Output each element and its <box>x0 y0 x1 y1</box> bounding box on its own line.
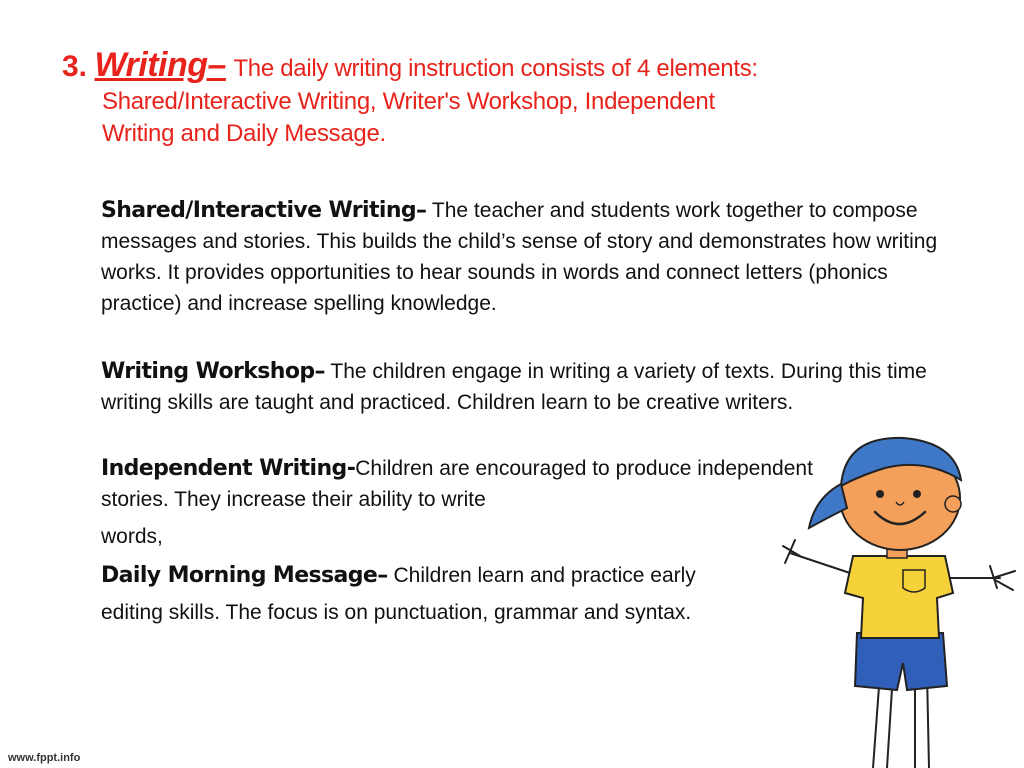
shirt <box>845 556 953 638</box>
daily-message-text-end: editing skills. The focus is on punctuation, grammar and syntax. <box>101 601 692 624</box>
heading-line-2: Shared/Interactive Writing, Writer's Workshop, Independent <box>102 88 715 115</box>
shared-writing-text: The teacher and students work together to compose messages and stories. This builds the child’s sense of story and demonstrates how writing works. It provides opportunities to hear sounds in words and connect letters (phonics practice) and increase spelling knowledge. <box>101 199 938 315</box>
shared-writing-term: Shared/Interactive Writing– <box>101 198 427 223</box>
shorts <box>855 633 947 690</box>
heading-line-3: Writing and Daily Message. <box>102 120 386 147</box>
daily-message-text: Children learn and practice early <box>387 564 696 587</box>
daily-message-paragraph <box>101 560 836 628</box>
independent-writing-text-end: words, <box>101 525 163 548</box>
independent-writing-term: Independent Writing- <box>101 456 356 481</box>
shared-writing-paragraph <box>101 195 941 319</box>
footer-url: www.fppt.info <box>8 752 81 764</box>
cartoon-boy-icon <box>775 428 1024 768</box>
heading-number: 3. <box>62 50 88 83</box>
writing-workshop-text: The children engage in writing a variety of texts. During this time writing skills are taught and practiced. Children learn to be creative writers. <box>101 360 927 414</box>
heading-intro: The daily writing instruction consists of 4 elements: <box>233 55 758 82</box>
daily-message-term: Daily Morning Message– <box>101 563 388 588</box>
slide-heading <box>62 48 962 150</box>
independent-writing-paragraph <box>101 453 836 552</box>
independent-writing-text: Children are encouraged to produce independent stories. They increase their ability to write <box>101 457 813 511</box>
heading-title: Writing– <box>94 46 226 84</box>
writing-workshop-paragraph <box>101 356 971 418</box>
cap-brim <box>809 484 847 528</box>
writing-workshop-term: Writing Workshop– <box>101 359 325 384</box>
